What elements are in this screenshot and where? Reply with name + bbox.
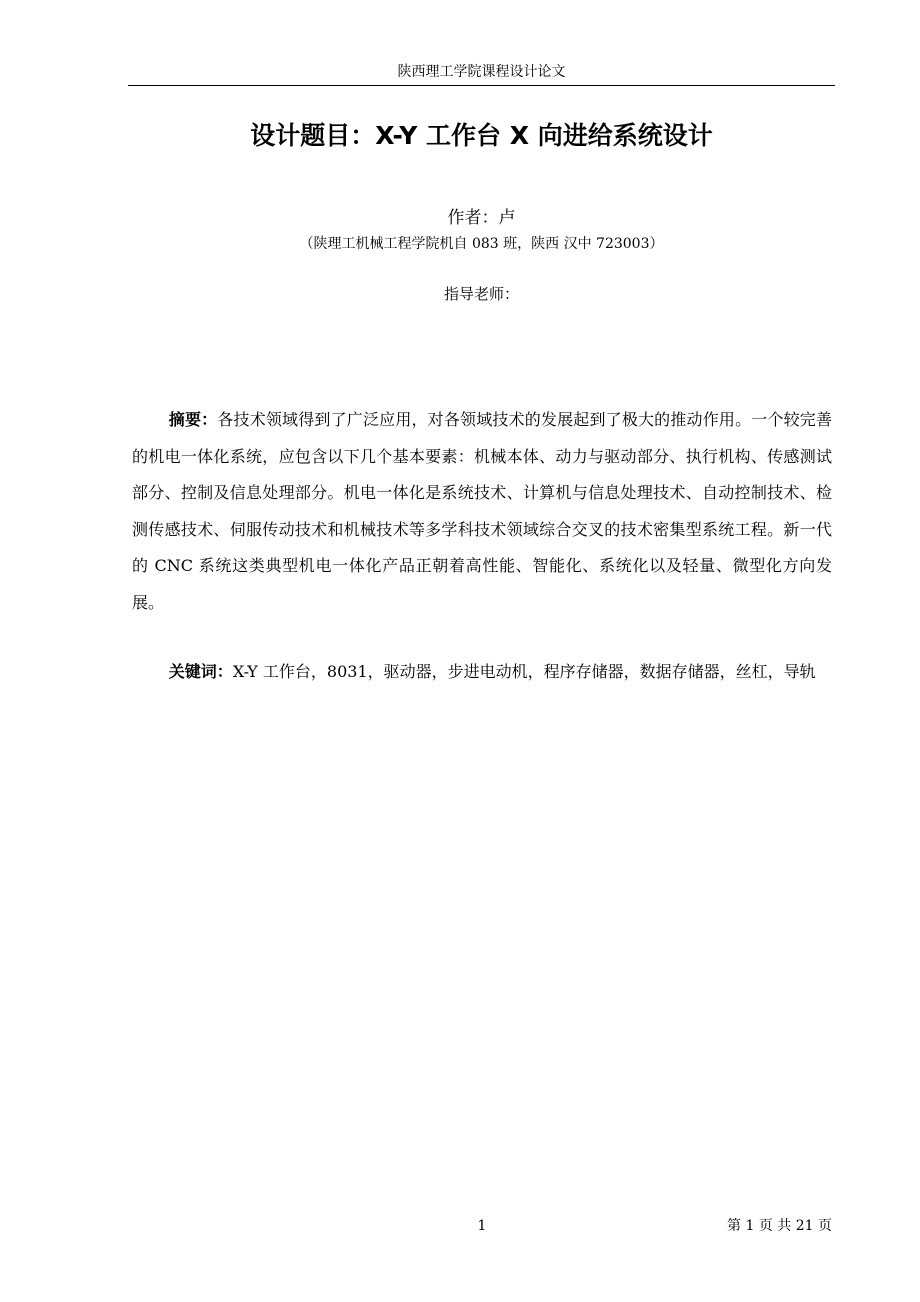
abstract-paragraph	[132, 402, 832, 621]
keywords-text: X-Y 工作台，8031，驱动器，步进电动机，程序存储器，数据存储器，丝杠，导轨	[232, 662, 816, 681]
abstract-text: 各技术领域得到了广泛应用，对各领域技术的发展起到了极大的推动作用。一个较完善的机电一体化系统，应包含以下几个基本要素：机械本体、动力与驱动部分、执行机构、传感测试部分、控制及信息处理部分。机电一体化是系统技术、计算机与信息处理技术、自动控制技术、检测传感技术、伺服传动技术和机械技术等多学科技术领域综合交叉的技术密集型系统工程。新一代的 CNC 系统这类典型机电一体化产品正朝着高性能、智能化、系统化以及轻量、微型化方向发展。	[132, 410, 832, 612]
author-affiliation: （陕理工机械工程学院机自 083 班，陕西 汉中 723003）	[299, 236, 664, 252]
header-divider	[128, 85, 835, 86]
page-number: 1	[477, 1218, 487, 1234]
abstract-label: 摘要：	[168, 410, 218, 429]
keywords-label: 关键词：	[168, 662, 233, 681]
keywords-paragraph	[132, 654, 832, 691]
running-header: 陕西理工学院课程设计论文	[397, 64, 566, 80]
page-title: 设计题目：X-Y 工作台 X 向进给系统设计	[250, 121, 713, 150]
advisor-line: 指导老师：	[443, 285, 519, 303]
page-count: 第 1 页 共 21 页	[727, 1218, 832, 1234]
author-line: 作者：卢	[447, 208, 516, 228]
